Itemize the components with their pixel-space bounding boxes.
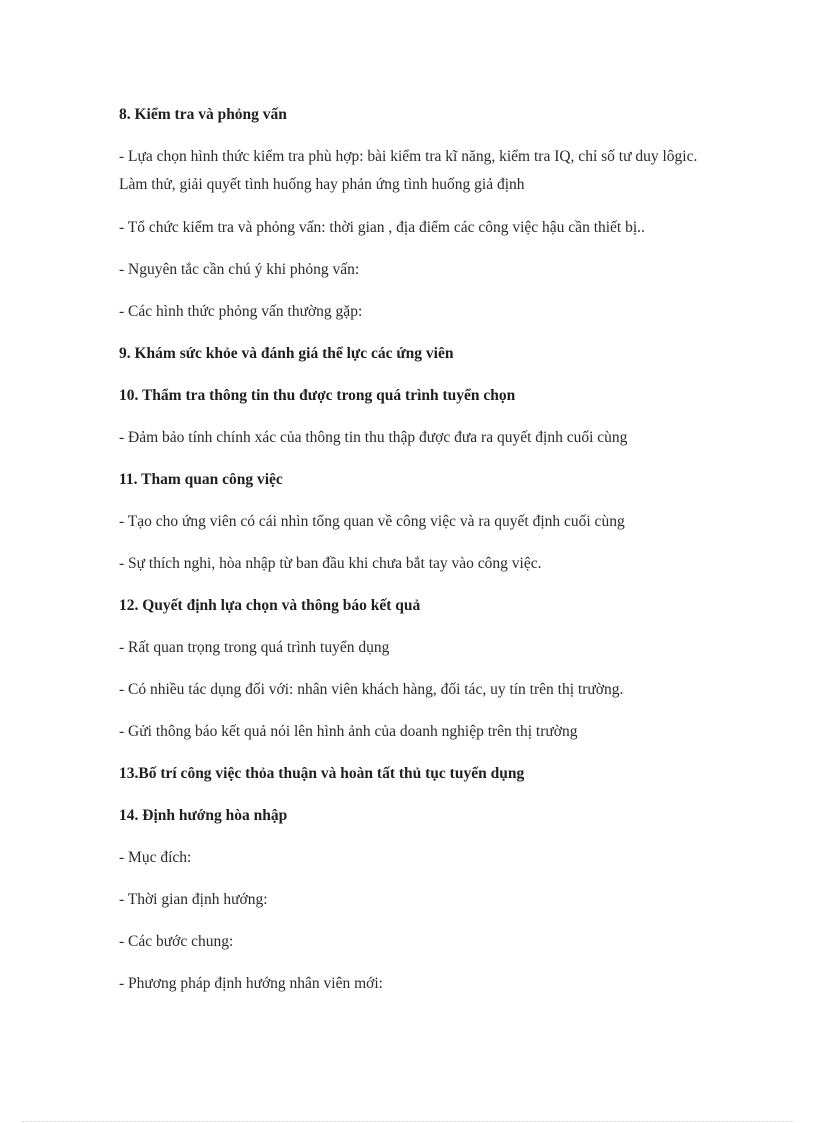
bullet-purpose: - Mục đích: <box>119 849 192 866</box>
bullet-orientation-time: - Thời gian định hướng: <box>119 891 268 908</box>
section-heading-14: 14. Định hướng hòa nhập <box>119 807 288 824</box>
section-heading-13: 13.Bố trí công việc thỏa thuận và hoàn tất thủ tục tuyển dụng <box>119 765 525 782</box>
bullet-overview: - Tạo cho ứng viên có cái nhìn tổng quan về công việc và ra quyết định cuối cùng <box>119 513 625 530</box>
bullet-organize-interview: - Tổ chức kiểm tra và phỏng vấn: thời gian , địa điểm các công việc hậu cần thiết bị.. <box>119 219 645 236</box>
paragraph-testing-format: - Lựa chọn hình thức kiểm tra phù hợp: bài kiểm tra kĩ năng, kiểm tra IQ, chỉ số tư duy lôgic. Làm thử, giải quyết tình huống hay phản ứng tình huống giả định <box>119 148 698 193</box>
bullet-orientation-method: - Phương pháp định hướng nhân viên mới: <box>119 975 383 992</box>
section-heading-12: 12. Quyết định lựa chọn và thông báo kết quả <box>119 597 421 614</box>
section-heading-8: 8. Kiểm tra và phỏng vấn <box>119 106 287 123</box>
document-body <box>119 101 719 1012</box>
section-heading-9: 9. Khám sức khỏe và đánh giá thể lực các ứng viên <box>119 345 454 362</box>
bullet-effects: - Có nhiều tác dụng đối với: nhân viên khách hàng, đối tác, uy tín trên thị trường. <box>119 681 624 698</box>
bullet-send-notice: - Gửi thông báo kết quả nói lên hình ảnh của doanh nghiệp trên thị trường <box>119 723 578 740</box>
bullet-interview-types: - Các hình thức phỏng vấn thường gặp: <box>119 303 363 320</box>
bullet-accuracy: - Đảm bảo tính chính xác của thông tin thu thập được đưa ra quyết định cuối cùng <box>119 429 628 446</box>
bullet-adaptation: - Sự thích nghi, hòa nhập từ ban đầu khi chưa bắt tay vào công việc. <box>119 555 542 572</box>
bullet-general-steps: - Các bước chung: <box>119 933 234 950</box>
section-heading-10: 10. Thẩm tra thông tin thu được trong quá trình tuyển chọn <box>119 387 516 404</box>
bullet-interview-principles: - Nguyên tắc cần chú ý khi phỏng vấn: <box>119 261 360 278</box>
page-bottom-divider <box>22 1121 794 1122</box>
section-heading-11: 11. Tham quan công việc <box>119 471 283 488</box>
bullet-importance: - Rất quan trọng trong quá trình tuyển dụng <box>119 639 390 656</box>
